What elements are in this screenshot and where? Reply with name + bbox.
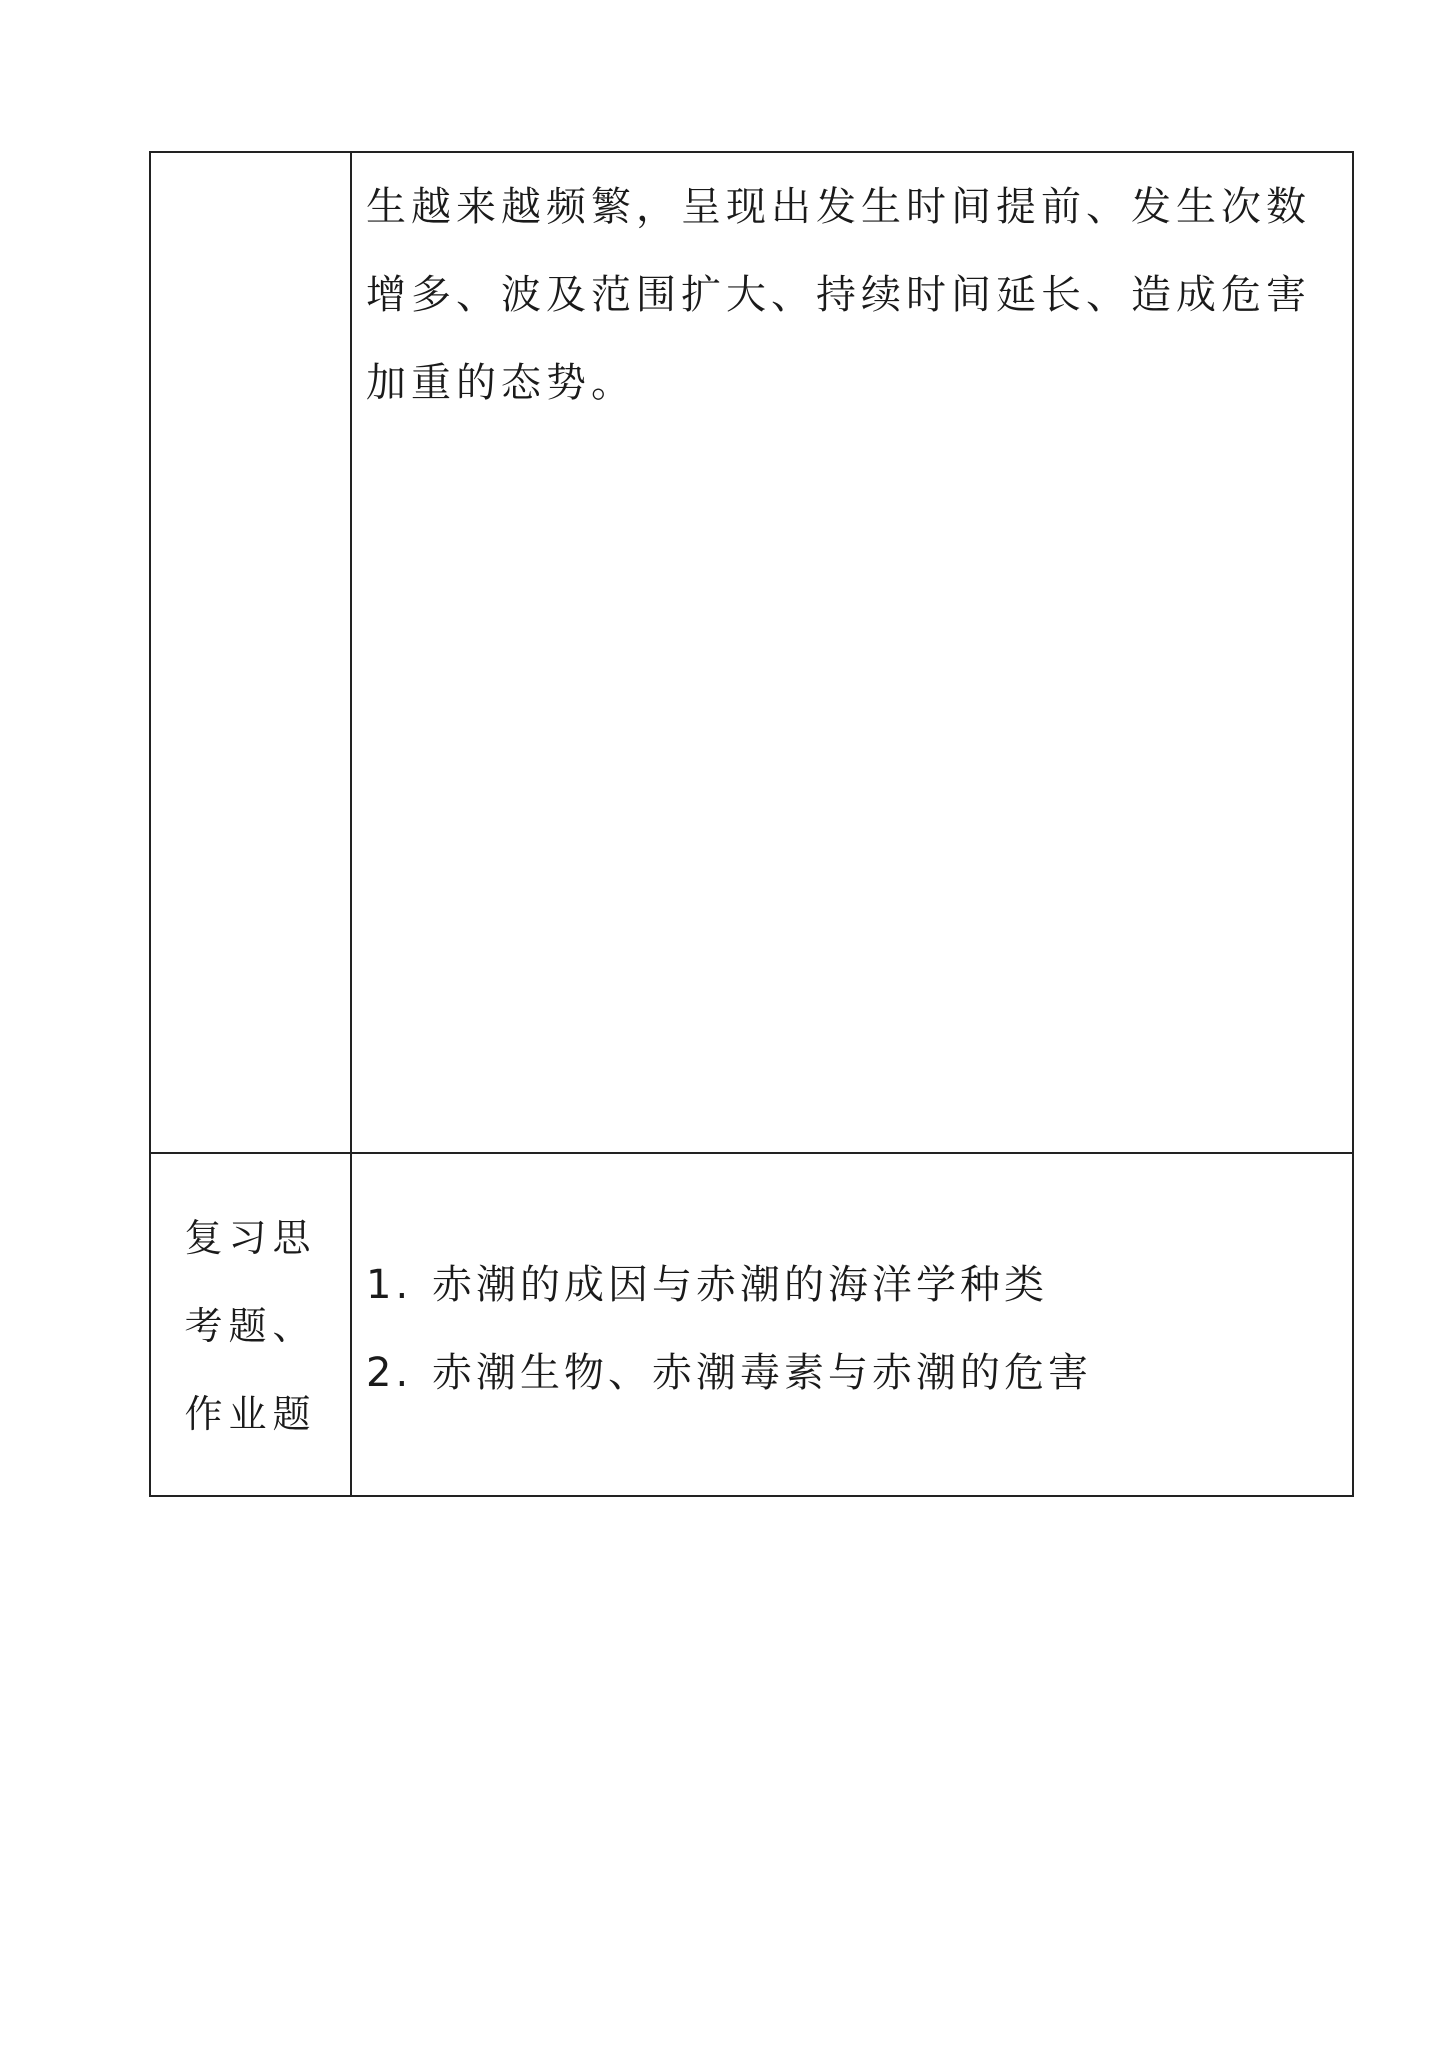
homework-label-cell	[151, 1154, 350, 1497]
lesson-table	[149, 151, 1354, 1497]
homework-list	[366, 1241, 1092, 1417]
homework-item-number: 1.	[366, 1262, 413, 1308]
content-paragraph: 生越来越频繁，呈现出发生时间提前、发生次数增多、波及范围扩大、持续时间延长、造成危害加重的态势。	[366, 184, 1311, 406]
homework-item	[366, 1329, 1092, 1417]
column-divider	[350, 153, 352, 1495]
homework-item-number: 2.	[366, 1350, 413, 1396]
homework-item-text: 赤潮的成因与赤潮的海洋学种类	[432, 1262, 1048, 1308]
homework-label: 复习思考题、作业题	[184, 1215, 317, 1436]
homework-item	[366, 1241, 1092, 1329]
homework-item-text: 赤潮生物、赤潮毒素与赤潮的危害	[432, 1350, 1092, 1396]
